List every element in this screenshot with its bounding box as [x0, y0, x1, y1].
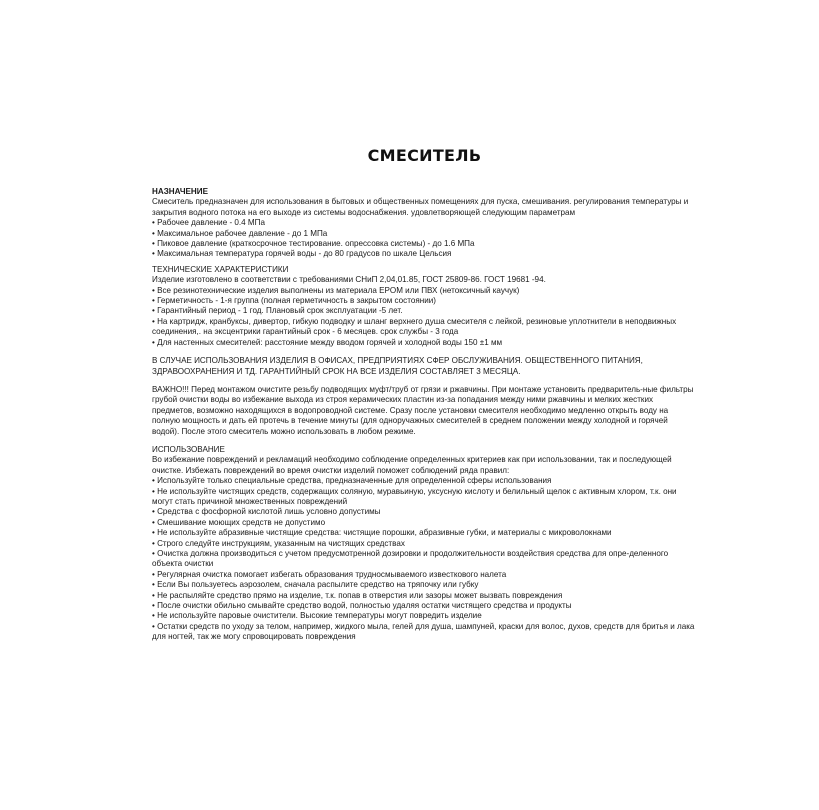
list-item: • Используйте только специальные средства, предназначенные для определенной сферы использования — [152, 476, 552, 486]
list-item: • Гарантийный период - 1 год. Плановый срок эксплуатации -5 лет. — [152, 306, 403, 316]
list-item: • Рабочее давление - 0.4 МПа — [152, 218, 265, 228]
usage-section — [152, 445, 697, 643]
important-section — [152, 385, 697, 437]
list-item: • Очистка должна производиться с учетом предусмотренной дозировки и продолжительности воздействия средства для опре-деленного объекта очистки — [152, 549, 669, 569]
purpose-heading: НАЗНАЧЕНИЕ — [152, 187, 208, 196]
list-item: • Не используйте чистящих средств, содержащих соляную, муравьиную, уксусную кислоту и белильный щелок с активным хлором, т.к. они могут стать причиной множественных повреждений — [152, 486, 677, 506]
usage-heading: ИСПОЛЬЗОВАНИЕ — [152, 444, 225, 454]
list-item: • Максимальное рабочее давление - до 1 МПа — [152, 228, 328, 238]
list-item: • Герметичность - 1-я группа (полная герметичность в закрытом состоянии) — [152, 296, 436, 306]
list-item: • Пиковое давление (краткосрочное тестирование. опрессовка системы) - до 1.6 МПа — [152, 239, 475, 249]
specs-heading: ТЕХНИЧЕСКИЕ ХАРАКТЕРИСТИКИ — [152, 264, 289, 274]
list-item: • Не распыляйте средство прямо на изделие, т.к. попав в отверстия или зазоры может вызвать повреждения — [152, 590, 563, 600]
list-item: • После очистки обильно смывайте средство водой, полностью удаляя остатки чистящего средства и продукты — [152, 601, 572, 611]
list-item: • Если Вы пользуетесь аэрозолем, сначала распылите средство на тряпочку или губку — [152, 580, 479, 590]
office-note-section — [152, 356, 697, 377]
list-item: • Не используйте паровые очистители. Высокие температуры могут повредить изделие — [152, 611, 482, 621]
list-item: • Средства с фосфорной кислотой лишь условно допустимы — [152, 507, 381, 517]
office-note: В СЛУЧАЕ ИСПОЛЬЗОВАНИЯ ИЗДЕЛИЯ В ОФИСАХ, ПРЕДПРИЯТИЯХ СФЕР ОБСЛУЖИВАНИЯ. ОБЩЕСТВЕННОГО ПИТАНИЯ, ЗДРАВООХРАНЕНИЯ И ТД. ГАРАНТИЙНЫЙ СРОК НА ВСЕ ИЗДЕЛИЯ СОСТАВЛЯЕТ 3 МЕСЯЦА. — [152, 356, 643, 376]
list-item: • Строго следуйте инструкциям, указанным на чистящих средствах — [152, 538, 405, 548]
usage-list — [152, 476, 697, 643]
important-note: ВАЖНО!!! Перед монтажом очистите резьбу подводящих муфт/труб от грязи и ржавчины. При монтаже установить предваритель-ные фильтры грубой очистки воды во избежание выхода из строя керамических пластин из-за попадания между ними ржавчины и мелких жестких предметов, возможно находящихся в водопроводной системе. Сразу после установки смесителя необходимо медленно открыть воду на полную мощность и дать ей протечь в течение минуты (для одноручажных смесителей в среднем положении между холодной и горячей водой). После этого смеситель можно использовать в любом режиме. — [152, 384, 694, 436]
specs-section — [152, 265, 697, 348]
list-item: • Не используйте абразивные чистящие средства: чистящие порошки, абразивные губки, и материалы с микроволокнами — [152, 528, 612, 538]
list-item: • Максимальная температура горячей воды - до 80 градусов по шкале Цельсия — [152, 249, 452, 259]
list-item: • Регулярная очистка помогает избегать образования трудносмываемого известкового налета — [152, 569, 507, 579]
specs-list — [152, 286, 697, 348]
list-item: • На картридж, кранбуксы, дивертор, гибкую подводку и шланг верхнего душа смесителя с лейкой, резиновые уплотнители в неподвижных соединения,. на эксцентрики гарантийный срок - 6 месяцев. срок службы - 3 года — [152, 316, 677, 337]
specs-intro: Изделие изготовлено в соответствии с требованиями СНиП 2,04,01.85, ГОСТ 25809-86. ГОСТ 19681 -94. — [152, 275, 546, 285]
list-item: • Смешивание моющих средств не допустимо — [152, 517, 326, 527]
usage-intro: Во избежание повреждений и рекламаций необходимо соблюдение определенных критериев как при использовании, так и последующей очистке. Избежать повреждений во время очистки изделий поможет соблюдений ряда правил: — [152, 455, 672, 475]
list-item: • Для настенных смесителей: расстояние между вводом горячей и холодной воды 150 ±1 мм — [152, 337, 503, 347]
purpose-section — [152, 187, 697, 260]
document-body — [152, 187, 697, 651]
list-item: • Остатки средств по уходу за телом, например, жидкого мыла, гелей для душа, шампуней, краски для волос, духов, средств для бритья и лака для ногтей, так же могу спровоцировать повреждения — [152, 621, 695, 642]
page-title: СМЕСИТЕЛЬ — [367, 146, 482, 165]
purpose-list — [152, 218, 697, 260]
purpose-intro: Смеситель предназначен для использования в бытовых и общественных помещениях для пуска, смешивания. регулирования температуры и закрытия водного потока на его выходе из системы водоснабжения. удовлетворяющей следующим параметрам — [152, 197, 689, 217]
list-item: • Все резинотехнические изделия выполнены из материала EPOM или ПВХ (нетоксичный каучук) — [152, 285, 520, 295]
